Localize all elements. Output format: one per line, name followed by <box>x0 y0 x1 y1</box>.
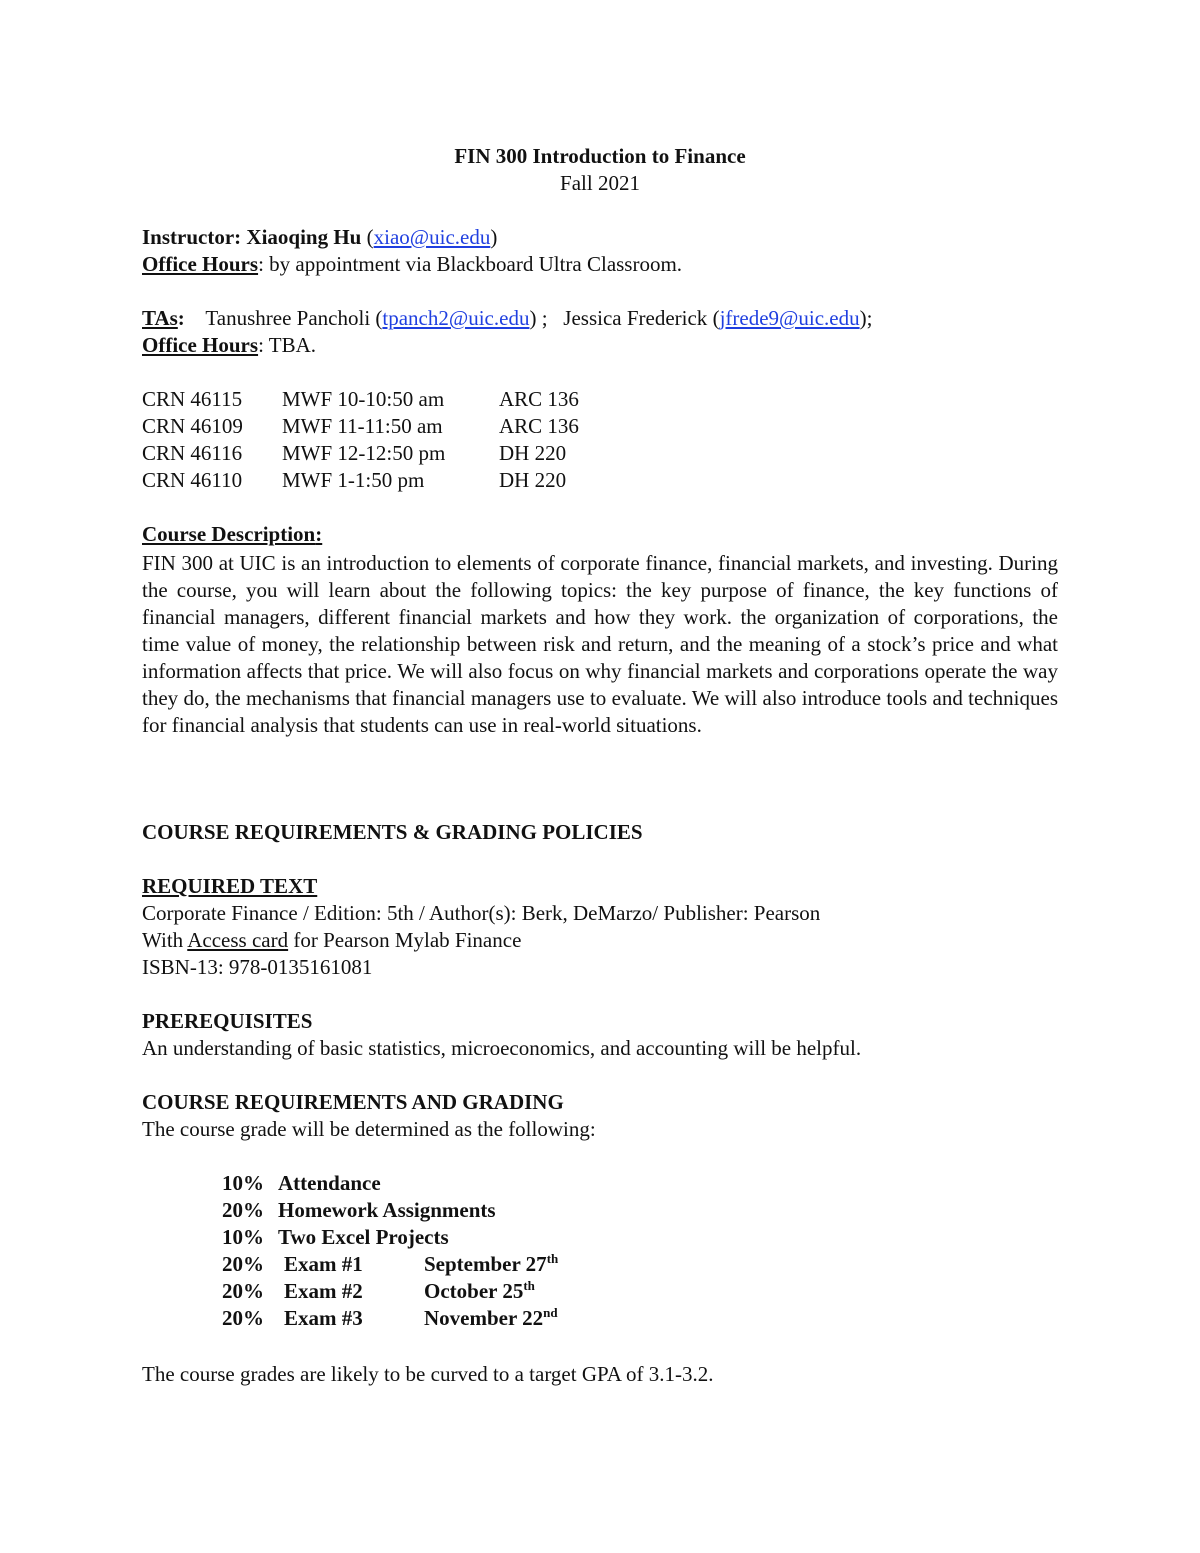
required-text-line1: Corporate Finance / Edition: 5th / Author(s): Berk, DeMarzo/ Publisher: Pearson <box>142 901 821 925</box>
crn: CRN 46110 <box>142 468 243 492</box>
grade-component: Exam #3 <box>284 1306 363 1330</box>
curve-note: The course grades are likely to be curved to a target GPA of 3.1-3.2. <box>142 1362 714 1386</box>
grade-component: Attendance <box>278 1171 381 1195</box>
description-text: FIN 300 at UIC is an introduction to elements of corporate finance, financial markets, and investing. During the course, you will learn about the following topics: the key purpose of finance, the key functions of financial managers, different financial markets and how they work. the organization of corporations, the time value of money, the relationship between risk and return, and the meaning of a stock’s price and what information affects that price. We will also focus on why financial markets and corporations operate the way they do, the mechanisms that financial managers use to evaluate. We will also introduce tools and techniques for financial analysis that students can use in real-world situations. <box>142 551 1058 737</box>
ta1-name: Tanushree Pancholi <box>205 306 371 330</box>
grade-component: Exam #1 <box>284 1252 363 1276</box>
grading-heading: COURSE REQUIREMENTS AND GRADING <box>142 1090 564 1114</box>
instructor-office-hours <box>142 251 682 278</box>
ta2-name: Jessica Frederick <box>563 306 708 330</box>
ta2-email-link[interactable]: jfrede9@uic.edu <box>719 306 860 330</box>
room: ARC 136 <box>499 414 579 438</box>
access-card-suffix: for Pearson Mylab Finance <box>288 928 522 952</box>
course-title: FIN 300 Introduction to Finance <box>454 144 746 168</box>
required-text-line2 <box>142 927 521 954</box>
grade-weight: 10% <box>222 1225 264 1249</box>
tas-label: TAs <box>142 306 178 330</box>
meeting-time: MWF 12-12:50 pm <box>282 441 446 465</box>
grade-weight: 10% <box>222 1171 264 1195</box>
grade-weight: 20% <box>222 1198 264 1222</box>
description-heading: Course Description <box>142 522 316 546</box>
access-card-link[interactable]: Access card <box>187 928 289 952</box>
tas-office-hours-text: : TBA. <box>258 333 317 357</box>
meeting-time: MWF 10-10:50 am <box>282 387 445 411</box>
room: DH 220 <box>499 441 567 465</box>
crn: CRN 46115 <box>142 387 243 411</box>
isbn-line: ISBN-13: 978-0135161081 <box>142 955 373 979</box>
meeting-time: MWF 1-1:50 pm <box>282 468 425 492</box>
tas-office-hours <box>142 332 316 359</box>
grade-weight: 20% <box>222 1252 264 1276</box>
meeting-time: MWF 11-11:50 am <box>282 414 443 438</box>
exam-date: September 27th <box>424 1251 559 1276</box>
prerequisites-heading: PREREQUISITES <box>142 1009 313 1033</box>
instructor-name: Xiaoqing Hu <box>246 225 362 249</box>
office-hours-text: : by appointment via Blackboard Ultra Classroom. <box>258 252 683 276</box>
course-term: Fall 2021 <box>560 171 640 195</box>
tas-office-hours-label: Office Hours <box>142 333 259 357</box>
instructor-email-link[interactable]: xiao@uic.edu <box>373 225 491 249</box>
grade-component: Homework Assignments <box>278 1198 496 1222</box>
instructor-line: Instructor: Xiaoqing Hu (xiao@uic.edu) <box>142 225 498 249</box>
prerequisites-text: An understanding of basic statistics, microeconomics, and accounting will be helpful. <box>142 1036 862 1060</box>
crn: CRN 46109 <box>142 414 243 438</box>
grade-component: Exam #2 <box>284 1279 363 1303</box>
grade-component: Two Excel Projects <box>278 1225 449 1249</box>
tas-line: TAs: Tanushree Pancholi (tpanch2@uic.edu) ; Jessica Frederick (jfrede9@uic.edu); <box>142 306 873 330</box>
ta1-email-link[interactable]: tpanch2@uic.edu <box>382 306 530 330</box>
grade-weight: 20% <box>222 1279 264 1303</box>
office-hours-label: Office Hours <box>142 252 259 276</box>
grading-intro: The course grade will be determined as the following: <box>142 1117 596 1141</box>
crn: CRN 46116 <box>142 441 243 465</box>
instructor-label: Instructor: <box>142 225 242 249</box>
exam-date: November 22nd <box>424 1305 558 1330</box>
required-text-heading: REQUIRED TEXT <box>142 874 318 898</box>
grade-weight: 20% <box>222 1306 264 1330</box>
requirements-heading: COURSE REQUIREMENTS & GRADING POLICIES <box>142 820 643 844</box>
room: ARC 136 <box>499 387 579 411</box>
description-heading-line: Course Description: <box>142 522 323 546</box>
room: DH 220 <box>499 468 567 492</box>
access-card-prefix: With <box>142 928 188 952</box>
exam-date: October 25th <box>424 1278 535 1303</box>
